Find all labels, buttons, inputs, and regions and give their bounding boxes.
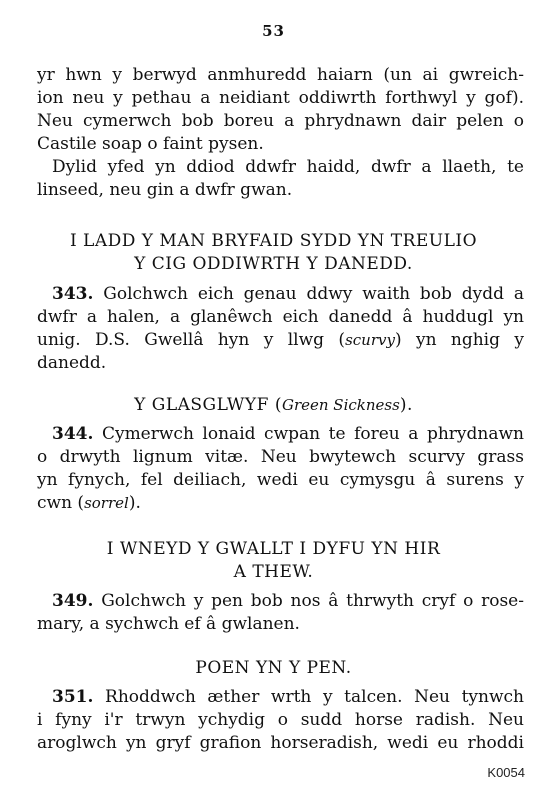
- section-heading: I WNEYD Y GWALLT I DYFU YN HIR: [106, 539, 441, 559]
- text-line: ion neu y pethau a neidiant oddiwrth forthwyl y gof).: [37, 88, 524, 108]
- text-line: linseed, neu gin a dwfr gwan.: [37, 180, 293, 200]
- section-heading: A THEW.: [233, 562, 314, 582]
- page-number: 53: [262, 22, 285, 40]
- text-span: cwn (: [37, 493, 85, 513]
- catalog-code: K0054: [487, 765, 525, 780]
- text-line: Castile soap o faint pysen.: [37, 134, 264, 154]
- text-line: dwfr a halen, a glanêwch eich danedd â huddugl yn: [37, 307, 524, 327]
- text-line: yn fynych, fel deiliach, wedi eu cymysgu â surens y: [37, 470, 524, 490]
- text-line: danedd.: [37, 353, 107, 373]
- recipe-number: 351.: [52, 687, 94, 707]
- text-line: o drwyth lignum vitæ. Neu bwytewch scurvy grass: [37, 447, 524, 467]
- section-heading: [0, 394, 547, 416]
- text-span: Golchwch y pen bob nos â thrwyth cryf o rose-: [101, 591, 524, 611]
- text-span: Cymerwch lonaid cwpan te foreu a phrydnawn: [101, 424, 524, 444]
- text-line: Neu cymerwch bob boreu a phrydnawn dair pelen o: [37, 111, 524, 131]
- italic-term: Green Sickness: [281, 396, 400, 414]
- text-span: Golchwch eich genau ddwy waith bob dydd a: [103, 284, 524, 304]
- italic-term: sorrel: [84, 494, 129, 512]
- recipe-number: 343.: [52, 284, 94, 304]
- text-span: Rhoddwch æther wrth y talcen. Neu tynwch: [105, 687, 525, 707]
- text-span: ) yn nghig y: [394, 330, 524, 350]
- text-line: [37, 492, 524, 514]
- text-line: [52, 283, 524, 305]
- recipe-number: 349.: [52, 591, 94, 611]
- text-line: [37, 329, 524, 351]
- text-line: [52, 686, 524, 708]
- recipe-number: 344.: [52, 424, 94, 444]
- heading-span: Y GLASGLWYF (: [134, 395, 282, 415]
- text-span: unig. D.S. Gwellâ hyn y llwg (: [37, 330, 346, 350]
- text-line: [52, 590, 524, 612]
- heading-span: ).: [399, 395, 413, 415]
- text-span: ).: [128, 493, 141, 513]
- section-heading: Y CIG ODDIWRTH Y DANEDD.: [134, 254, 413, 274]
- text-line: aroglwch yn gryf grafion horseradish, wedi eu rhoddi: [37, 733, 524, 753]
- section-heading: I LADD Y MAN BRYFAID SYDD YN TREULIO: [69, 231, 478, 251]
- text-line: Dylid yfed yn ddiod ddwfr haidd, dwfr a llaeth, te: [52, 157, 524, 177]
- text-line: yr hwn y berwyd anmhuredd haiarn (un ai gwreich-: [37, 65, 524, 85]
- text-line: [52, 423, 524, 445]
- text-line: mary, a sychwch ef â gwlanen.: [37, 614, 300, 634]
- section-heading: POEN YN Y PEN.: [195, 658, 352, 678]
- italic-term: scurvy: [345, 331, 395, 349]
- text-line: i fyny i'r trwyn ychydig o sudd horse radish. Neu: [37, 710, 524, 730]
